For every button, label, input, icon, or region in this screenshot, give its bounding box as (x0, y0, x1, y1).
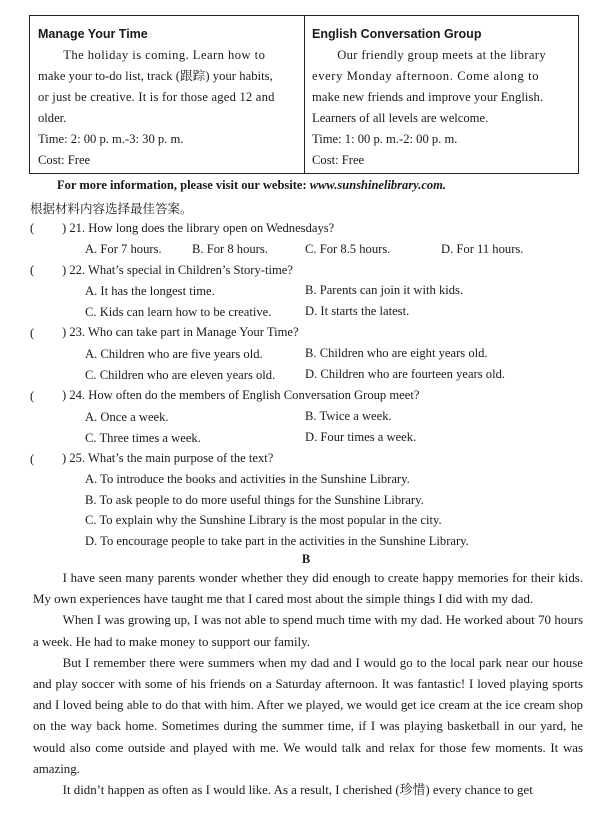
box-description (312, 45, 569, 66)
box-cost: Cost: Free (312, 153, 365, 167)
question-stem: ) 22. What’s special in Children’s Story-time? (62, 263, 293, 277)
option-b[interactable]: B. Children who are eight years old. (305, 346, 488, 360)
option-d[interactable]: D. To encourage people to take part in the activities in the Sunshine Library. (85, 534, 469, 548)
option-b[interactable]: B. Parents can join it with kids. (305, 283, 464, 297)
option-a[interactable]: A. For 7 hours. (85, 242, 162, 256)
section-heading: B (301, 552, 311, 566)
description-line: Our friendly group meets at the library (337, 48, 546, 62)
question-stem: ) 23. Who can take part in Manage Your Time? (62, 325, 299, 339)
option-a[interactable]: A. Children who are five years old. (85, 347, 263, 361)
description-line: or just be creative. It is for those aged 12 and (38, 90, 275, 104)
answer-blank[interactable]: ( (30, 263, 35, 277)
answer-blank[interactable]: ( (30, 326, 35, 340)
option-c[interactable]: C. Children who are eleven years old. (85, 368, 276, 382)
box-title: Manage Your Time (38, 27, 148, 41)
box-description-cont (38, 66, 297, 171)
activity-info-table (29, 15, 579, 174)
passage-paragraph: But I remember there were summers when my dad and I would go to the local park near our house and play soccer with some of his friends on a Saturday afternoon. It was fantastic! I loved playing sports and I loved being able to do that with him. After we played, we would get ice cream at the ice cream shop on the way back home. Sometimes during the summer time, if I was playing basketball in our yard, he would also come outside and played with me. We would talk and relax for those few moments. It was amazing. (33, 655, 583, 776)
box-description-cont (312, 66, 569, 171)
answer-blank[interactable]: ( (30, 452, 35, 466)
passage-paragraph: I have seen many parents wonder whether they did enough to create happy memories for their kids. My own experiences have taught me that I cared most about the simple things I did with my dad. (33, 571, 583, 607)
english-conversation-group-box (304, 16, 578, 173)
option-c[interactable]: C. To explain why the Sunshine Library is the most popular in the city. (85, 513, 442, 527)
passage-paragraph: It didn’t happen as often as I would like. As a result, I cherished (珍惜) every chance to get (62, 783, 533, 798)
passage-paragraph: When I was growing up, I was not able to spend much time with my dad. He worked about 70 hours a week. He had to make money to support our family. (33, 613, 583, 649)
box-time: Time: 1: 00 p. m.-2: 00 p. m. (312, 132, 458, 146)
option-d[interactable]: D. It starts the latest. (305, 304, 410, 318)
description-line: Learners of all levels are welcome. (312, 111, 489, 125)
manage-your-time-box (30, 16, 304, 173)
option-a[interactable]: A. Once a week. (85, 410, 169, 424)
website-link[interactable]: www.sunshinelibrary.com. (309, 178, 447, 192)
answer-blank[interactable]: ( (30, 221, 35, 235)
option-b[interactable]: B. Twice a week. (305, 409, 392, 423)
box-time: Time: 2: 00 p. m.-3: 30 p. m. (38, 132, 184, 146)
box-description (38, 45, 297, 66)
more-info-line (57, 178, 446, 193)
description-line: older. (38, 111, 67, 125)
question-stem: ) 21. How long does the library open on Wednesdays? (62, 221, 335, 235)
box-cost: Cost: Free (38, 153, 91, 167)
question-stem: ) 25. What’s the main purpose of the text? (62, 451, 274, 465)
description-line: make new friends and improve your English. (312, 90, 544, 104)
option-b[interactable]: B. For 8 hours. (192, 242, 268, 256)
box-title: English Conversation Group (312, 27, 482, 41)
option-d[interactable]: D. Children who are fourteen years old. (305, 367, 506, 381)
question-stem: ) 24. How often do the members of English Conversation Group meet? (62, 388, 420, 402)
option-c[interactable]: C. For 8.5 hours. (305, 242, 391, 256)
description-line: The holiday is coming. Learn how to (63, 48, 266, 62)
option-b[interactable]: B. To ask people to do more useful things for the Sunshine Library. (85, 493, 424, 507)
option-d[interactable]: D. Four times a week. (305, 430, 417, 444)
description-line: every Monday afternoon. Come along to (312, 69, 540, 83)
more-info-text: For more information, please visit our website: (57, 178, 310, 192)
option-c[interactable]: C. Kids can learn how to be creative. (85, 305, 272, 319)
option-a[interactable]: A. To introduce the books and activities in the Sunshine Library. (85, 472, 410, 486)
answer-blank[interactable]: ( (30, 389, 35, 403)
description-line: make your to-do list, track (跟踪) your habits, (38, 69, 273, 83)
option-c[interactable]: C. Three times a week. (85, 431, 201, 445)
option-a[interactable]: A. It has the longest time. (85, 284, 215, 298)
option-d[interactable]: D. For 11 hours. (441, 242, 524, 256)
reading-passage (33, 568, 583, 801)
instruction-text: 根据材料内容选择最佳答案。 (30, 202, 193, 216)
